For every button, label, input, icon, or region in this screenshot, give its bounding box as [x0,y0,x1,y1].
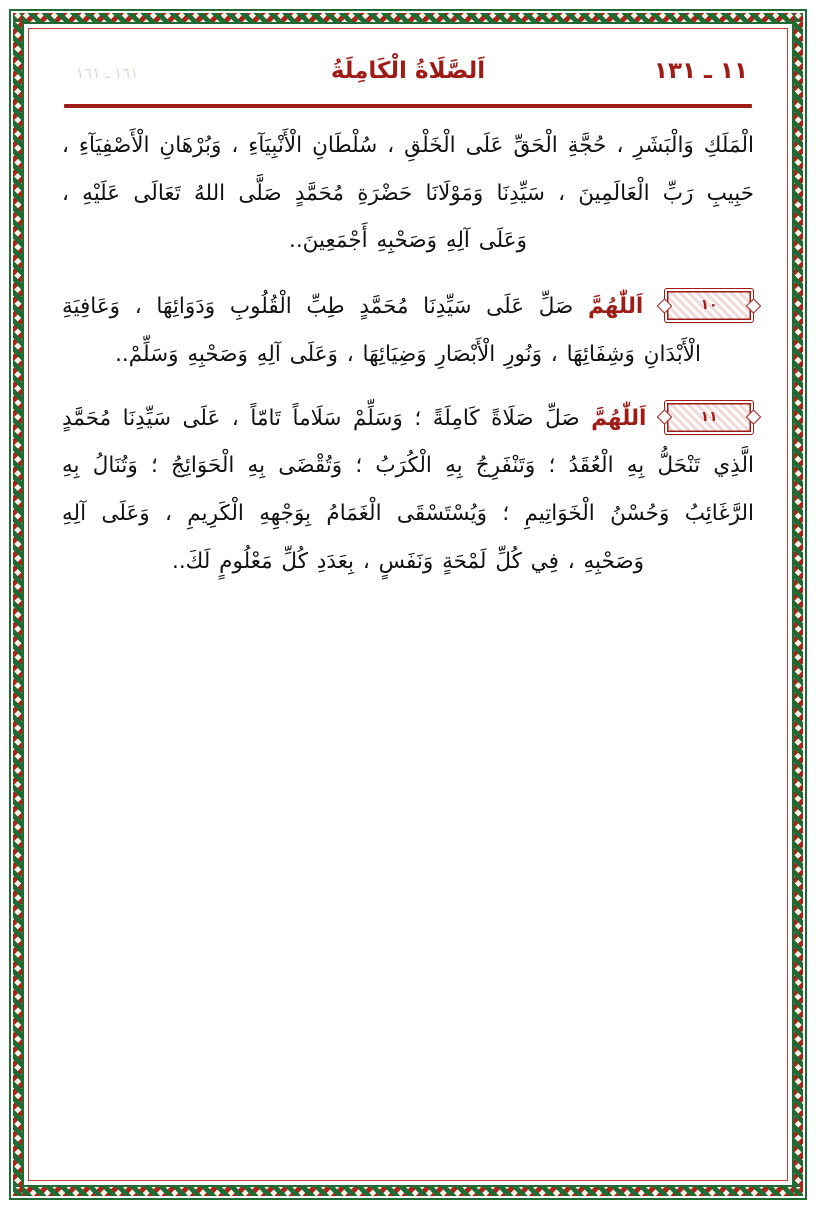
paragraph-item-10 [62,283,754,378]
page-header [62,58,754,98]
text-line: وَبُرْهَانِ الْأَصْفِيَآءِ ، حَبِيبِ رَبِّ الْعَالَمِينَ ، سَيِّدِنَا وَمَوْلَانَا [62,133,754,206]
page-number: ١١ ـ ١٣١ [653,58,748,84]
text-line: وَعَافِيَةِ الْأَبْدَانِ وَشِفَائِهَا ، وَنُورِ الْأَبْصَارِ وَضِيَائِهَا ، وَعَلَى [62,294,701,367]
text-line: حَضْرَةِ مُحَمَّدٍ صَلَّى اللهُ تَعَالَى عَلَيْهِ ، وَعَلَى آلِهِ وَصَحْبِهِ [62,180,527,254]
text-line: صَلِّ عَلَى سَيِّدِنَا مُحَمَّدٍ طِبِّ الْقُلُوبِ وَدَوَائِهَا ، [134,294,574,320]
paragraph-item-11 [62,395,754,586]
page-title: اَلصَّلَاةُ الْكَامِلَةُ [330,58,486,84]
header-faint-number: ١٦١ ـ ١٦١ [76,64,139,82]
text-line: الْمَلَكِ وَالْبَشَرِ ، حُجَّةِ الْحَقِّ عَلَى الْخَلْقِ ، سُلْطَانِ الْأَنْبِيَآءِ ، [231,133,754,158]
text-line: وَتُقْضَى بِهِ الْحَوَائِجُ ؛ وَتُنَالُ بِهِ الرَّغَائِبُ وَحُسْنُ الْخَوَاتِيمِ ؛ [62,453,754,527]
item-marker-11: ١١ [664,400,754,435]
text-line: آلِهِ وَصَحْبِهِ وَسَلِّمْ.. [115,341,281,367]
item-marker-10: ١٠ [664,288,754,323]
body-text [62,122,754,585]
text-line: وَيُسْتَسْقَى الْغَمَامُ بِوَجْهِهِ الْكَرِيمِ ، وَعَلَى آلِهِ وَصَحْبِهِ ، فِي كُلِّ [62,501,645,574]
text-line: لَمْحَةٍ وَنَفَسٍ ، بِعَدَدِ كُلِّ مَعْلُومٍ لَكَ.. [171,548,487,574]
page-content [34,34,782,1175]
paragraph-continued [62,122,754,265]
opening-word-allahumma: اَللّٰهُمَّ [591,405,647,431]
text-line: أَجْمَعِينَ.. [289,228,368,254]
text-line: صَلِّ صَلَاةً كَامِلَةً ؛ وَسَلِّمْ سَلَاماً تَامّاً ، عَلَى [182,405,580,431]
opening-word-allahumma: اَللّٰهُمَّ [588,294,644,320]
header-divider-rule [64,104,752,108]
text-line: سَيِّدِنَا مُحَمَّدٍ الَّذِي تَنْحَلُّ بِهِ الْعُقَدُ ؛ وَتَنْفَرِجُ بِهِ الْكُرَبُ ؛ [62,405,754,479]
